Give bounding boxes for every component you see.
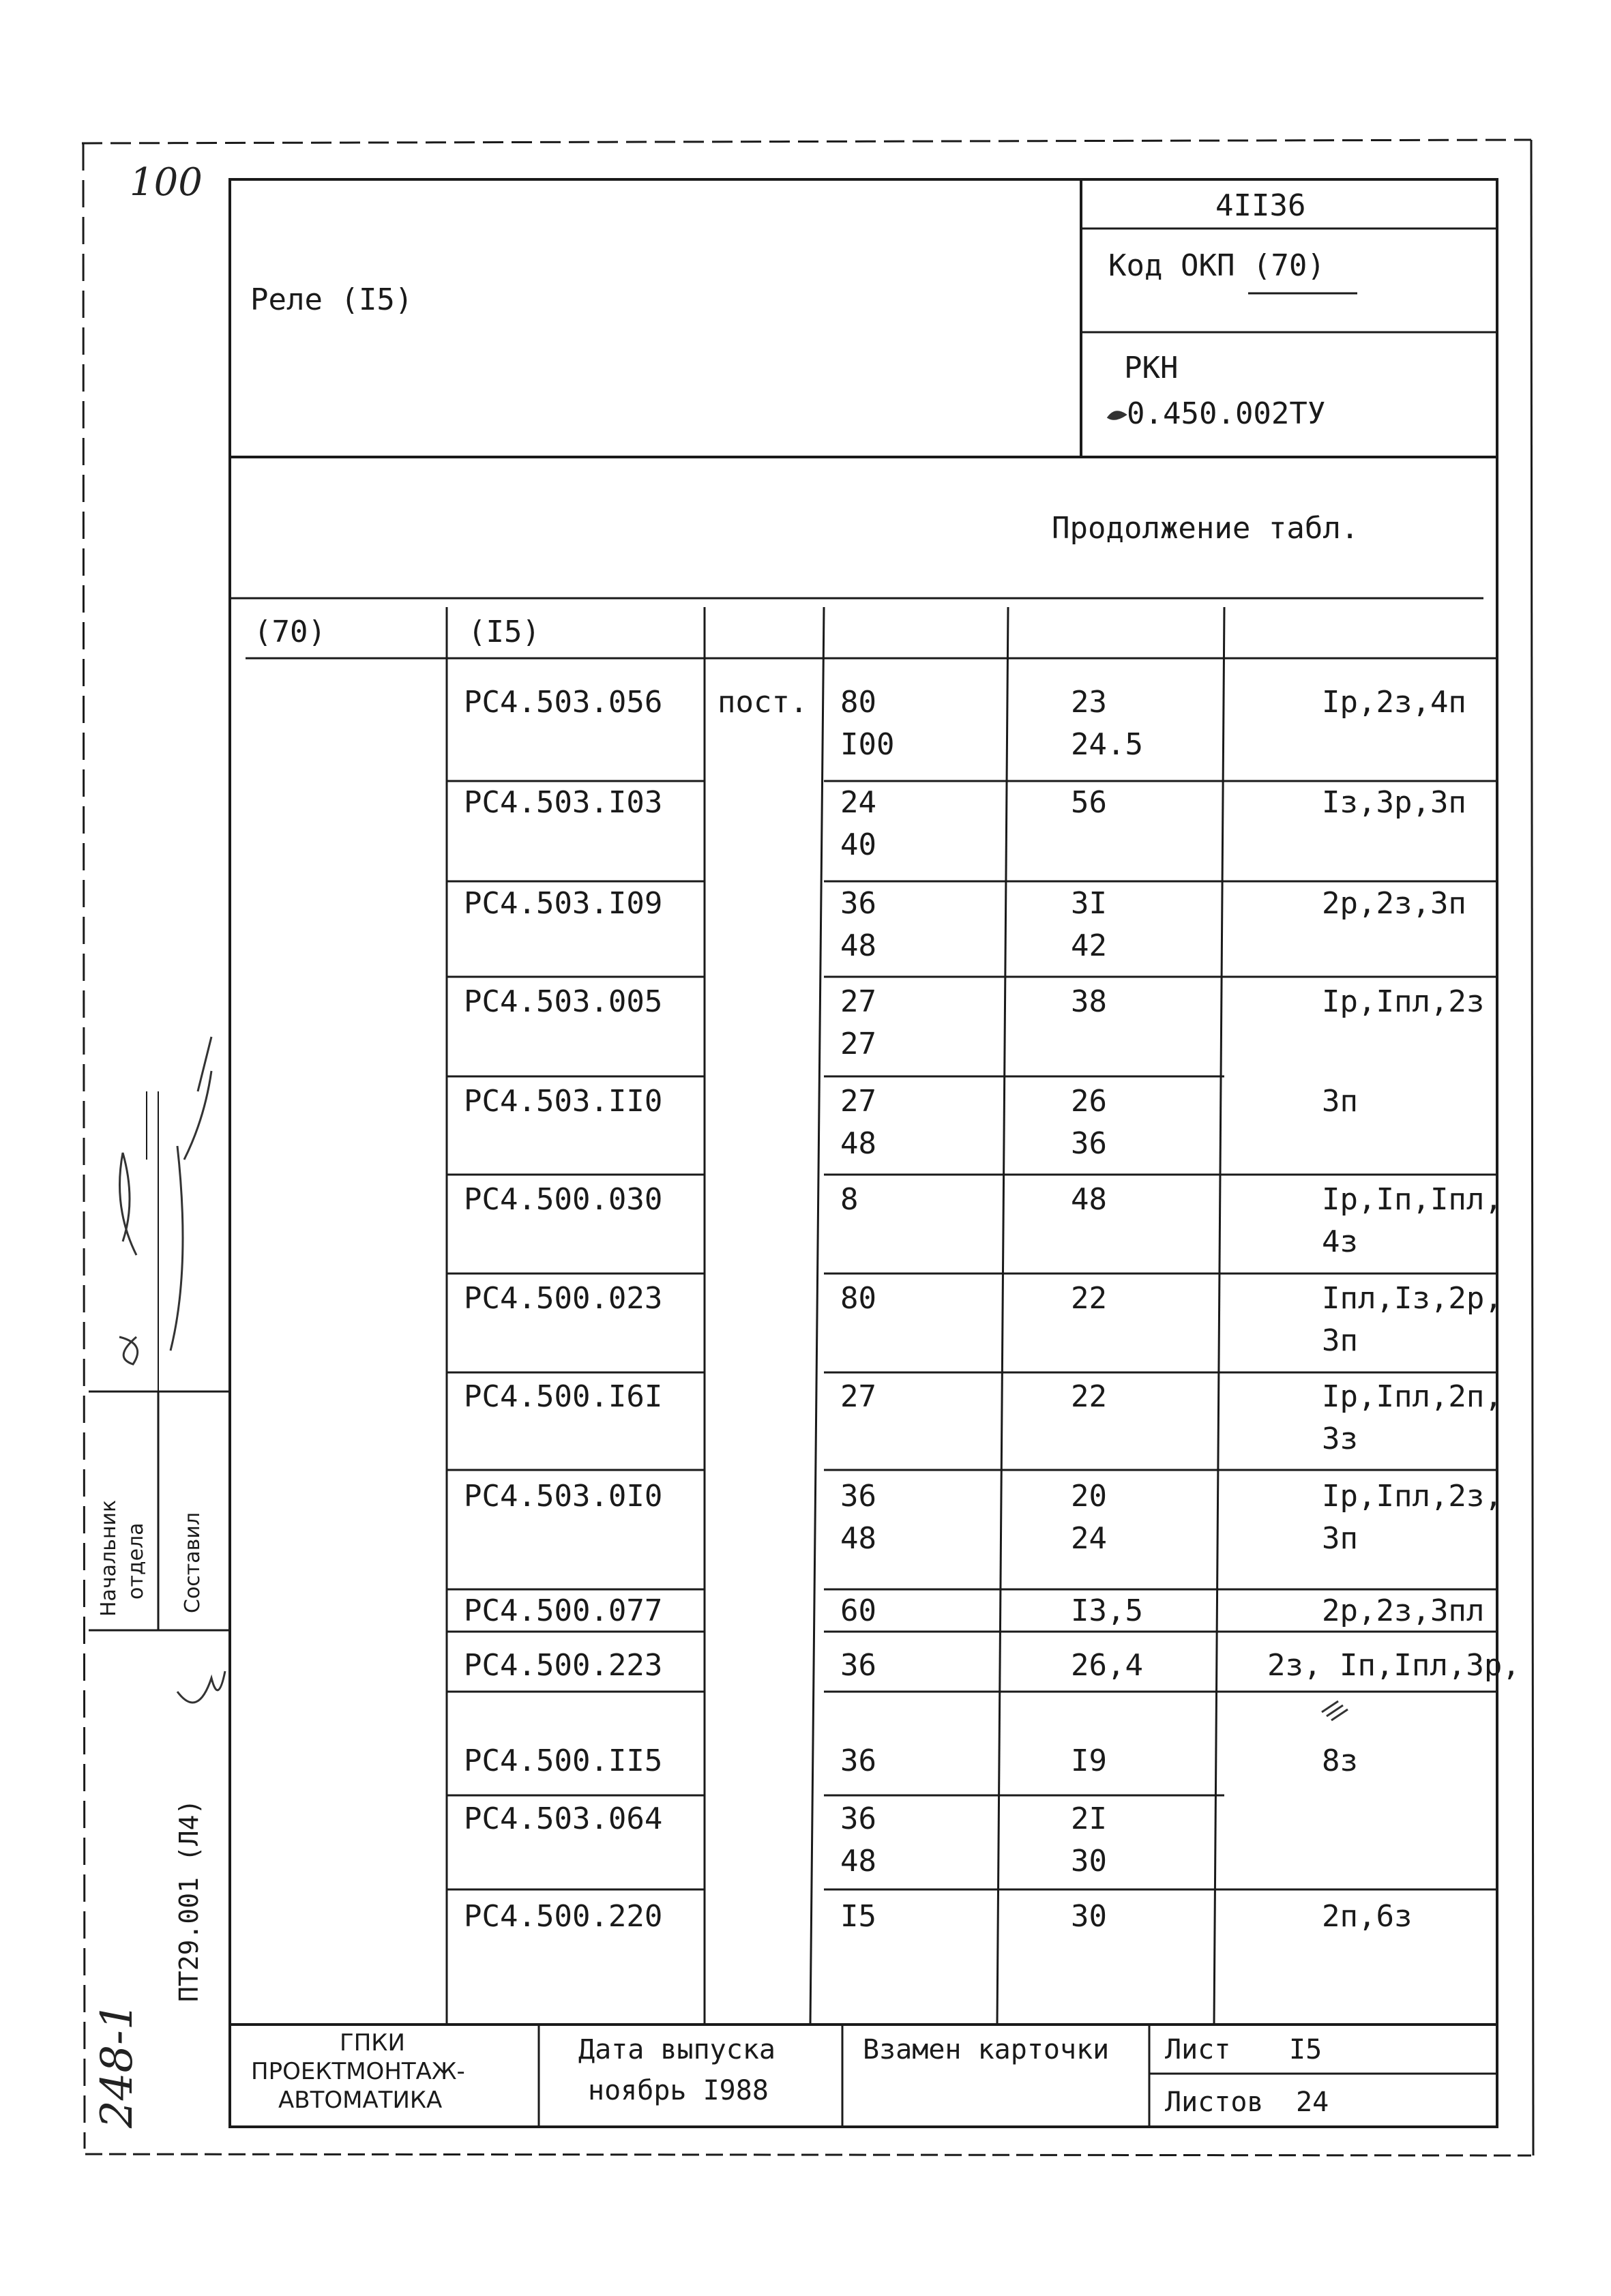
- row-voltage: 60: [840, 1593, 876, 1628]
- row-current: 30: [1071, 1844, 1107, 1879]
- row-voltage: 27: [840, 1027, 876, 1061]
- row-current: 26: [1071, 1084, 1107, 1119]
- release-date-value: ноябрь I988: [588, 2075, 769, 2106]
- row-voltage: 80: [840, 1281, 876, 1316]
- row-contacts: Ip,2з,4п: [1322, 685, 1466, 720]
- row-current: 3I: [1071, 886, 1107, 921]
- row-voltage: 36: [840, 1801, 876, 1836]
- org-name-line-2: ПРОЕКТМОНТАЖ-: [251, 2058, 465, 2085]
- row-contacts: 4з: [1322, 1224, 1358, 1259]
- row-voltage: 36: [840, 1648, 876, 1683]
- row-voltage: 48: [840, 1126, 876, 1161]
- stamp-handwritten-mark: 248-1: [92, 2002, 143, 2128]
- row-designation: РС4.500.220: [464, 1899, 663, 1934]
- row-current: 20: [1071, 1479, 1107, 1514]
- stamp-document-code: ПТ29.001 (Л4): [174, 1799, 204, 2002]
- row-designation: РС4.503.II0: [464, 1084, 663, 1119]
- row-voltage: 48: [840, 928, 876, 963]
- row-contacts: 3з: [1322, 1422, 1358, 1456]
- column-header-okp: (70): [254, 615, 326, 649]
- column-header-designation: (I5): [468, 615, 540, 649]
- row-current: 22: [1071, 1379, 1107, 1414]
- row-contacts: 3п: [1322, 1521, 1358, 1556]
- row-voltage: 48: [840, 1521, 876, 1556]
- org-name-line-1: ГПКИ: [340, 2029, 405, 2057]
- row-current: 22: [1071, 1281, 1107, 1316]
- row-voltage: 27: [840, 984, 876, 1019]
- row-contacts: Ip,Iпл,2з,: [1322, 1479, 1503, 1514]
- spec-line-1: РКН: [1124, 351, 1179, 385]
- row-designation: РС4.503.064: [464, 1801, 663, 1836]
- row-voltage: 27: [840, 1379, 876, 1414]
- row-current: 56: [1071, 785, 1107, 820]
- row-current: 48: [1071, 1182, 1107, 1217]
- row-contacts: 2п,6з: [1322, 1899, 1413, 1934]
- row-contacts: Iз,3p,3п: [1322, 785, 1466, 820]
- current-type-cell: пост.: [718, 685, 808, 720]
- okp-code-label: Код ОКП (70): [1108, 248, 1325, 283]
- row-contacts: 2p,2з,3пл: [1322, 1593, 1485, 1628]
- row-current: 38: [1071, 984, 1107, 1019]
- row-designation: РС4.500.030: [464, 1182, 663, 1217]
- row-current: 30: [1071, 1899, 1107, 1934]
- row-designation: РС4.500.077: [464, 1593, 663, 1628]
- row-voltage: 48: [840, 1844, 876, 1879]
- row-current: 23: [1071, 685, 1107, 720]
- row-designation: РС4.500.I6I: [464, 1379, 663, 1414]
- org-name-line-3: АВТОМАТИКА: [278, 2087, 443, 2114]
- replaces-card-label: Взамен карточки: [863, 2034, 1110, 2065]
- row-current: 24.5: [1071, 727, 1143, 762]
- row-contacts: Ip,Iп,Iпл,: [1322, 1182, 1503, 1217]
- spec-line-2: 0.450.002ТУ: [1127, 396, 1326, 431]
- sheet-number: I5: [1289, 2034, 1322, 2065]
- row-voltage: I5: [840, 1899, 876, 1934]
- row-voltage: 36: [840, 1479, 876, 1514]
- row-current: 24: [1071, 1521, 1107, 1556]
- row-voltage: 36: [840, 1743, 876, 1778]
- row-voltage: 27: [840, 1084, 876, 1119]
- sheet-label: Лист: [1165, 2034, 1231, 2065]
- row-current: 26,4: [1071, 1648, 1143, 1683]
- row-contacts: 3п: [1322, 1323, 1358, 1358]
- row-current: 42: [1071, 928, 1107, 963]
- row-designation: РС4.503.005: [464, 984, 663, 1019]
- row-voltage: I00: [840, 727, 895, 762]
- row-contacts: Iпл,Iз,2p,: [1322, 1281, 1503, 1316]
- stamp-compiled-label: Составил: [181, 1512, 205, 1613]
- row-designation: РС4.503.0I0: [464, 1479, 663, 1514]
- sheets-total-label: Листов: [1165, 2087, 1264, 2118]
- row-contacts: Ip,Iпл,2з: [1322, 984, 1485, 1019]
- row-current: I3,5: [1071, 1593, 1143, 1628]
- row-voltage: 80: [840, 685, 876, 720]
- row-current: I9: [1071, 1743, 1107, 1778]
- table-continuation-caption: Продолжение табл.: [1052, 511, 1359, 546]
- card-number: 4II36: [1215, 188, 1306, 223]
- row-contacts: 3п: [1322, 1084, 1358, 1119]
- row-designation: РС4.500.II5: [464, 1743, 663, 1778]
- sheets-total-value: 24: [1296, 2087, 1329, 2118]
- row-voltage: 36: [840, 886, 876, 921]
- handwritten-page-number: 100: [130, 160, 203, 205]
- row-contacts: Ip,Iпл,2п,: [1322, 1379, 1503, 1414]
- stamp-head-label-2: отдела: [124, 1522, 148, 1600]
- row-contacts: 8з: [1322, 1743, 1358, 1778]
- row-current: 2I: [1071, 1801, 1107, 1836]
- document-title: Реле (I5): [250, 282, 413, 317]
- row-contacts: 2з, Iп,Iпл,3p,: [1267, 1648, 1520, 1683]
- row-designation: РС4.500.023: [464, 1281, 663, 1316]
- row-current: 36: [1071, 1126, 1107, 1161]
- row-contacts: 2p,2з,3п: [1322, 886, 1466, 921]
- row-voltage: 40: [840, 827, 876, 862]
- row-designation: РС4.500.223: [464, 1648, 663, 1683]
- release-date-label: Дата выпуска: [578, 2034, 775, 2065]
- row-voltage: 24: [840, 785, 876, 820]
- row-designation: РС4.503.056: [464, 685, 663, 720]
- row-designation: РС4.503.I03: [464, 785, 663, 820]
- row-voltage: 8: [840, 1182, 859, 1217]
- row-designation: РС4.503.I09: [464, 886, 663, 921]
- stamp-head-label-1: Начальник: [97, 1499, 121, 1617]
